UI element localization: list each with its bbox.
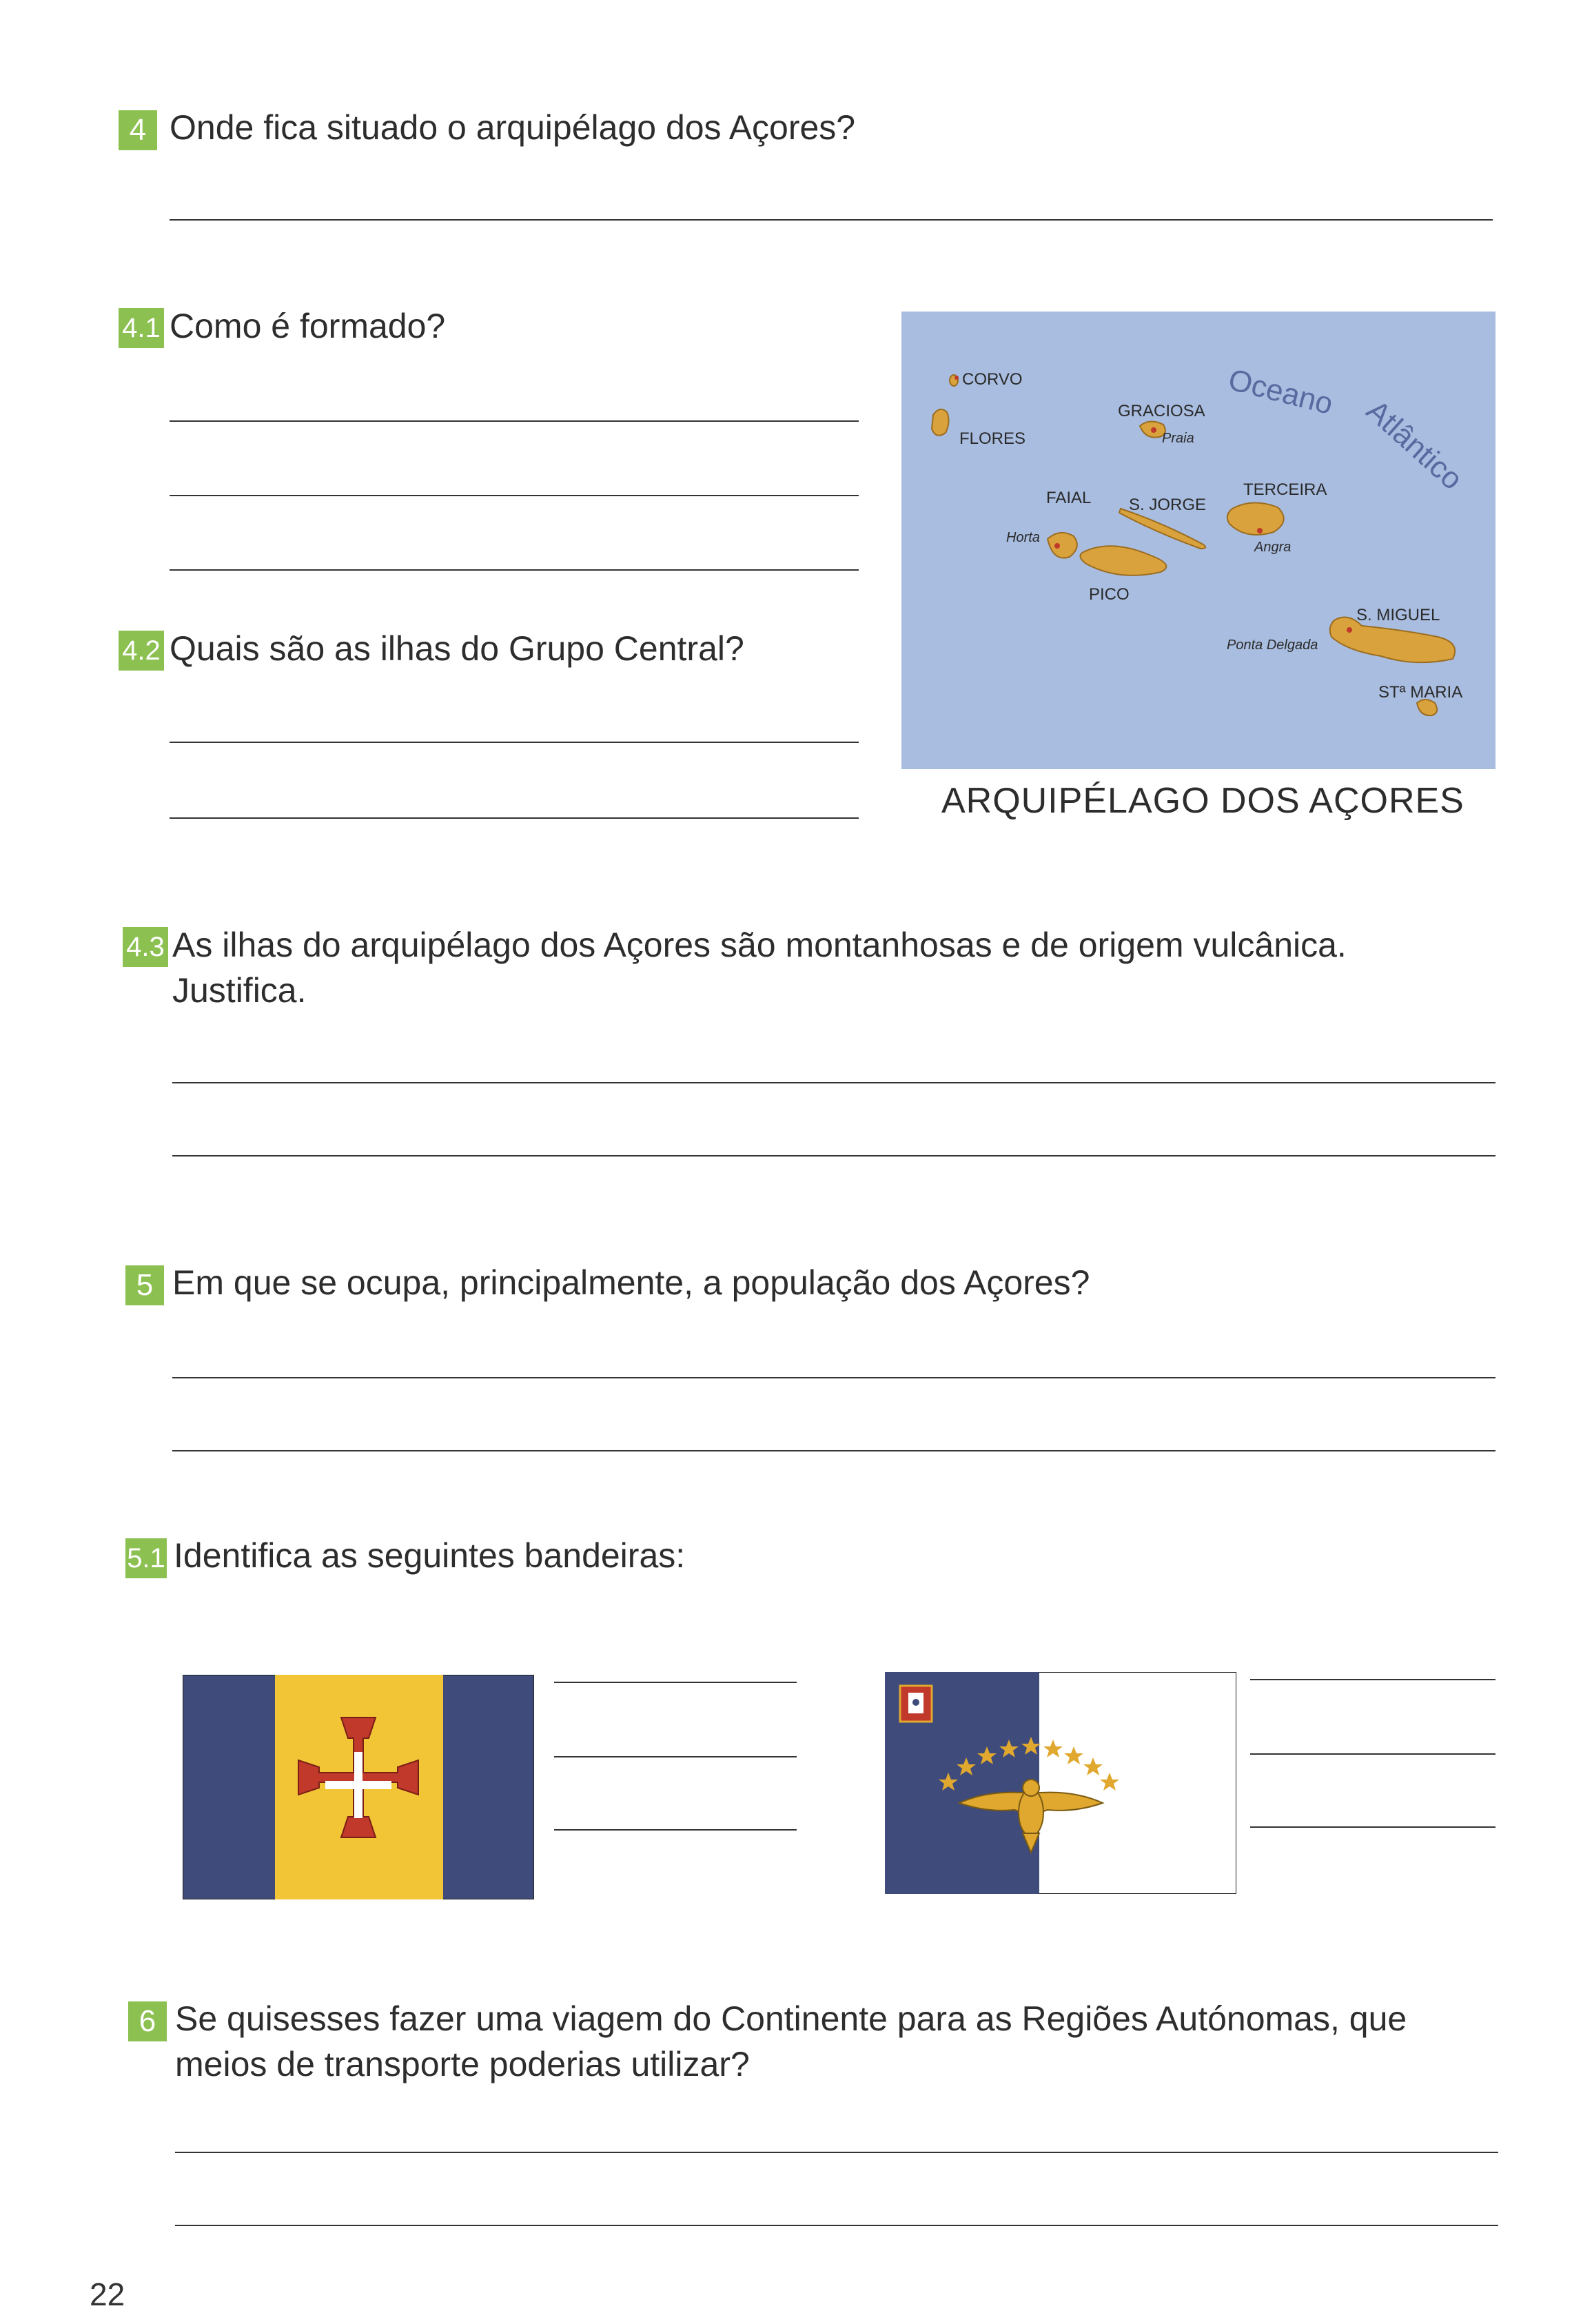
label-terceira: TERCEIRA [1243,480,1327,499]
label-horta: Horta [1006,530,1040,545]
question-6-text: Se quisesses fazer uma viagem do Continente para as Regiões Autónomas, que [175,1999,1407,2038]
answer-line[interactable] [172,1377,1496,1378]
label-sjorge: S. JORGE [1129,496,1207,514]
question-4-3-text-2: Justifica. [172,971,307,1010]
answer-line[interactable] [554,1756,797,1757]
portuguese-shield-icon [900,1686,932,1722]
question-4-1-badge: 4.1 [119,308,164,348]
label-flores: FLORES [959,429,1026,448]
question-4-2-text: Quais são as ilhas do Grupo Central? [170,629,744,668]
answer-line[interactable] [175,2225,1498,2226]
question-4-2-badge: 4.2 [119,631,164,671]
question-4-1-text: Como é formado? [170,307,446,345]
island-flores [932,409,949,436]
answer-line[interactable] [170,569,859,571]
answer-line[interactable] [1250,1753,1496,1755]
flag-madeira [183,1675,534,1899]
label-smiguel: S. MIGUEL [1356,606,1440,624]
label-atlantic: Atlântico [1360,394,1469,497]
answer-line[interactable] [170,219,1493,221]
answer-line[interactable] [170,742,859,743]
page-number: 22 [90,2276,125,2312]
answer-line[interactable] [175,2152,1498,2153]
answer-line[interactable] [1250,1826,1496,1828]
question-5-text: Em que se ocupa, principalmente, a população dos Açores? [172,1263,1090,1302]
question-5-badge: 5 [125,1265,164,1305]
answer-line[interactable] [172,1450,1496,1451]
label-graciosa: GRACIOSA [1118,402,1205,420]
label-pico: PICO [1089,585,1130,604]
flag-acores [885,1672,1236,1894]
question-6-text-2: meios de transporte poderias utilizar? [175,2045,750,2083]
label-angra: Angra [1254,540,1292,555]
label-ocean: Oceano [1225,363,1336,421]
question-5-1-text: Identifica as seguintes bandeiras: [174,1536,686,1575]
question-6-badge: 6 [128,2001,167,2041]
answer-line[interactable] [170,817,859,819]
label-corvo: CORVO [962,370,1023,389]
label-stmaria: STª MARIA [1378,683,1463,702]
map-caption: ARQUIPÉLAGO DOS AÇORES [941,781,1464,821]
answer-line[interactable] [554,1829,797,1831]
answer-line[interactable] [172,1082,1496,1083]
question-4-text: Onde fica situado o arquipélago dos Açores? [170,108,856,147]
answer-line[interactable] [1250,1679,1496,1680]
question-4-3-text: As ilhas do arquipélago dos Açores são montanhosas e de origem vulcânica. [172,926,1347,964]
azores-map [901,312,1496,769]
question-4-3-badge: 4.3 [123,927,168,967]
label-praia: Praia [1162,431,1194,446]
question-5-1-badge: 5.1 [125,1538,167,1578]
answer-line[interactable] [172,1155,1496,1156]
answer-line[interactable] [170,495,859,496]
label-faial: FAIAL [1046,489,1092,507]
question-4-badge: 4 [119,110,157,150]
answer-line[interactable] [554,1682,797,1683]
label-pontadelgada: Ponta Delgada [1227,638,1318,653]
answer-line[interactable] [170,420,859,422]
